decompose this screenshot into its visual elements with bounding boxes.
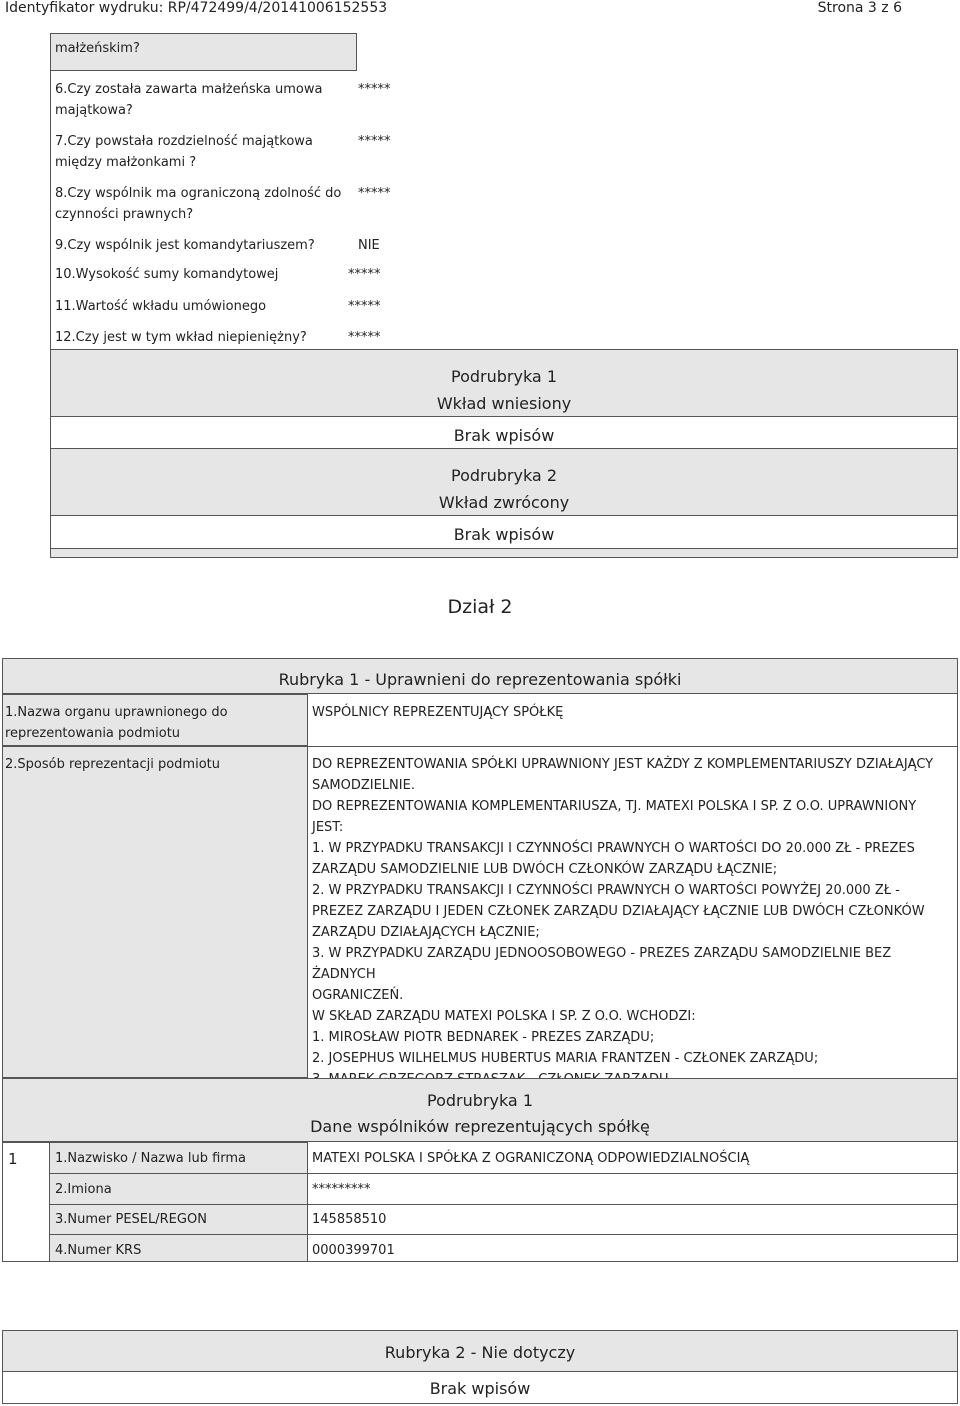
page-number: Strona 3 z 6 [817,0,902,16]
rubryka-1-sub-title: Podrubryka 1 Dane wspólników reprezentujących spółkę [310,1091,650,1136]
answer-8: ***** [358,186,391,201]
answer-7: ***** [358,134,391,149]
question-10: 10.Wysokość sumy komandytowej [55,267,279,282]
question-9: 9.Czy wspólnik jest komandytariuszem? [55,238,315,253]
subsection-1-empty: Brak wpisów [453,426,555,445]
entry-label-regon: 3.Numer PESEL/REGON [55,1212,207,1227]
subsection-2-title: Podrubryka 2 Wkład zwrócony [438,466,570,512]
field-1-value: WSPÓLNICY REPREZENTUJĄCY SPÓŁKĘ [312,705,564,720]
entry-label-name: 1.Nazwisko / Nazwa lub firma [55,1151,247,1166]
question-11: 11.Wartość wkładu umówionego [55,299,267,314]
field-2-value: DO REPREZENTOWANIA SPÓŁKI UPRAWNIONY JEST KAŻDY Z KOMPLEMENTARIUSZY DZIAŁAJĄCY SAMODZIELNIE. DO REPREZENTOWANIA KOMPLEMENTARIUSZA, TJ. MATEXI POLSKA I SP. Z O.O. UPRAWNIONY JEST: 1. W PRZYPADKU TRANSAKCJI I CZYNNOŚCI PRAWNYCH O WARTOŚCI DO 20.000 ZŁ - PREZES ZARZĄDU SAMODZIELNIE LUB DWÓCH CZŁONKÓW ZARZĄDU ŁĄCZNIE; 2. W PRZYPADKU TRANSAKCJI I CZYNNOŚCI PRAWNYCH O WARTOŚCI POWYŻEJ 20.000 ZŁ - PREZEZ ZARZĄDU I JEDEN CZŁONEK ZARZĄDU DZIAŁAJĄCY ŁĄCZNIE LUB DWÓCH CZŁONKÓW ZARZĄDU DZIAŁAJĄCYCH ŁĄCZNIE; 3. W PRZYPADKU ZARZĄDU JEDNOOSOBOWEGO - PREZES ZARZĄDU SAMODZIELNIE BEZ ŻADNYCH OGRANICZEŃ. W SKŁAD ZARZĄDU MATEXI POLSKA I SP. Z O.O. WCHODZI: 1. MIROSŁAW PIOTR BEDNAREK - PREZES ZARZĄDU; 2. JOSEPHUS WILHELMUS HUBERTUS MARIA FRANTZEN - CZŁONEK ZARZĄDU; [312,757,934,1066]
field-2-label-cell [2,746,308,1078]
field-2-label: 2.Sposób reprezentacji podmiotu [5,757,220,772]
subsection-1-title: Podrubryka 1 Wkład wniesiony [436,367,572,413]
subsection-2-empty: Brak wpisów [453,525,555,544]
entry-label-imiona: 2.Imiona [55,1182,112,1197]
question-6: 6.Czy została zawarta małżeńska umowa majątkowa? [55,82,323,118]
entry-value-name: MATEXI POLSKA I SPÓŁKA Z OGRANICZONĄ ODPOWIEDZIALNOŚCIĄ [312,1151,750,1166]
question-12: 12.Czy jest w tym wkład niepieniężny? [55,330,307,345]
entry-value-regon: 145858510 [312,1212,387,1227]
entry-value-krs: 0000399701 [312,1243,395,1258]
answer-12: ***** [348,330,381,345]
answer-6: ***** [358,82,391,97]
answer-10: ***** [348,267,381,282]
section-title: Dział 2 [447,596,513,618]
question-7: 7.Czy powstała rozdzielność majątkowa między małżonkami ? [55,134,313,170]
answer-11: ***** [348,299,381,314]
field-1-label: 1.Nazwa organu uprawnionego do reprezentowania podmiotu [5,705,228,741]
continued-text: małżeńskim? [55,41,140,56]
answer-9: NIE [358,238,380,253]
subsection-footer-band [50,548,958,558]
entry-value-imiona: ********* [312,1182,371,1197]
entry-number: 1 [8,1150,18,1168]
entry-label-krs: 4.Numer KRS [55,1243,142,1258]
rubryka-2-empty: Brak wpisów [429,1379,531,1398]
rubryka-2-title: Rubryka 2 - Nie dotyczy [384,1343,576,1362]
rubryka-1-title: Rubryka 1 - Uprawnieni do reprezentowania spółki [278,670,682,689]
print-identifier: Identyfikator wydruku: RP/472499/4/20141006152553 [5,0,388,16]
question-8: 8.Czy wspólnik ma ograniczoną zdolność do czynności prawnych? [55,186,342,222]
